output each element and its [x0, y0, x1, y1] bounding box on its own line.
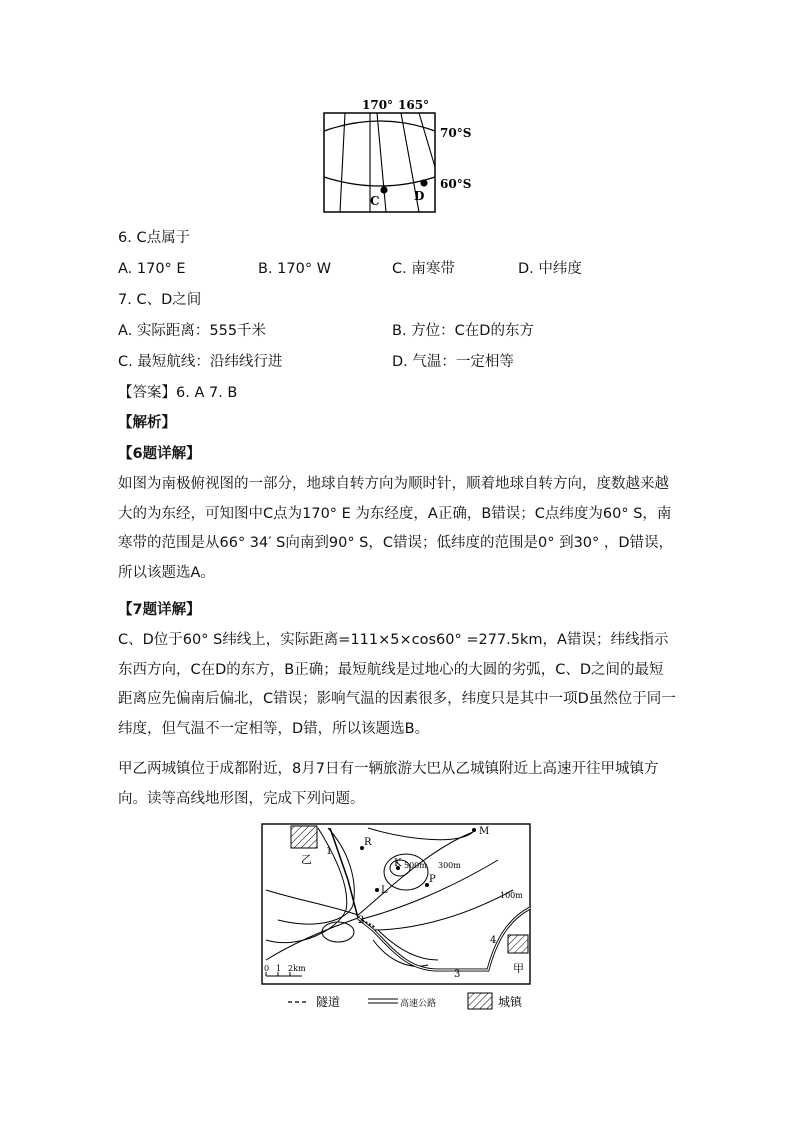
point-l: [375, 888, 379, 892]
marker-2: 2: [358, 915, 365, 926]
q6-option-c: C. 南寒带: [392, 261, 455, 277]
scale-label-2km: 2km: [288, 964, 306, 973]
contour-label-500: 500m: [404, 861, 427, 870]
parallel-60s: [324, 177, 435, 186]
town-jia-symbol: [508, 935, 528, 953]
contour-line: [373, 940, 428, 966]
q6-option-d: D. 中纬度: [518, 261, 582, 277]
town-jia-label: 甲: [513, 962, 524, 975]
point-c-label: C: [370, 194, 380, 208]
meridian-1: [340, 113, 345, 212]
q7-detail-heading: 【7题详解】: [118, 602, 201, 618]
point-l-label: L: [381, 885, 388, 896]
legend-highway-label: 高速公路: [400, 999, 437, 1009]
scale-label-0: 0: [264, 964, 270, 973]
q7-option-b: B. 方位：C在D的东方: [392, 323, 534, 339]
point-k-label: K: [394, 858, 402, 869]
q6-detail-heading: 【6题详解】: [118, 446, 201, 462]
contour-line: [358, 832, 473, 915]
contour-line: [384, 854, 428, 890]
marker-4: 4: [490, 935, 497, 946]
analysis-heading: 【解析】: [118, 415, 176, 431]
highway-north: [330, 828, 358, 918]
legend-town-label: 城镇: [498, 995, 523, 1009]
contour-line: [266, 890, 358, 915]
scale-label-1: 1: [276, 964, 282, 973]
contour-line: [368, 828, 473, 840]
q7-option-d: D. 气温：一定相等: [392, 354, 514, 370]
contour-map-figure: [258, 820, 538, 1020]
point-r-label: R: [364, 837, 372, 848]
contour-label-100: 100m: [500, 891, 523, 900]
point-m: [472, 828, 476, 832]
lon-label-170: 170°: [362, 98, 394, 112]
marker-1: 1: [326, 846, 333, 857]
legend-town-symbol: [468, 993, 492, 1009]
polar-grid-figure: [318, 95, 478, 220]
marker-3: 3: [454, 969, 461, 980]
town-yi-label: 乙: [301, 853, 312, 866]
q7-option-c: C. 最短航线：沿纬线行进: [118, 354, 283, 370]
meridian-5: [419, 113, 435, 167]
q6-option-b: B. 170° W: [258, 261, 332, 277]
question-7-stem: 7. C、D之间: [118, 292, 202, 308]
answer-line: 【答案】6. A 7. B: [118, 385, 238, 401]
intro-text: 甲乙两城镇位于成都附近，8月7日有一辆旅游大巴从乙城镇附近上高速开往甲城镇方向。读等高线地形图，完成下列问题。: [118, 761, 659, 807]
lat-label-70s: 70°S: [440, 126, 472, 140]
point-p-label: P: [429, 874, 436, 885]
point-d-label: D: [414, 189, 425, 203]
q6-detail-text: 如图为南极俯视图的一部分，地球自转方向为顺时针，顺着地球自转方向，度数越来越大的为东经，可知图中C点为170° E 为东经度，A正确，B错误；C点纬度为60° S，南寒带的范围是从66° 34′ S向南到90° S，C错误；低纬度的范围是0° 到30° ，D错误，所以该题选A。: [118, 476, 674, 581]
parallel-70s: [324, 121, 435, 131]
lon-label-165: 165°: [398, 98, 430, 112]
point-d: [420, 179, 427, 186]
q7-detail-text: C、D位于60° S纬线上，实际距离=111×5×cos60° =277.5km，A错误；纬线指示东西方向，C在D的东方，B正确；最短航线是过地心的大圆的劣弧，C、D之间的最短距离应先偏南后偏北，C错误；影响气温的因素很多，纬度只是其中一项D虽然位于同一纬度，但气温不一定相等，D错，所以该题选B。: [118, 632, 676, 737]
legend-tunnel-label: 隧道: [316, 995, 341, 1009]
highway: [358, 908, 530, 970]
lat-label-60s: 60°S: [440, 177, 472, 191]
question-6-stem: 6. C点属于: [118, 230, 191, 246]
contour-label-300: 300m: [438, 861, 461, 870]
point-c: [380, 186, 387, 193]
q6-option-a: A. 170° E: [118, 261, 186, 277]
q7-option-a: A. 实际距离：555千米: [118, 323, 267, 339]
town-yi-symbol: [291, 826, 317, 848]
contour-line: [373, 890, 513, 930]
point-m-label: M: [479, 826, 490, 837]
